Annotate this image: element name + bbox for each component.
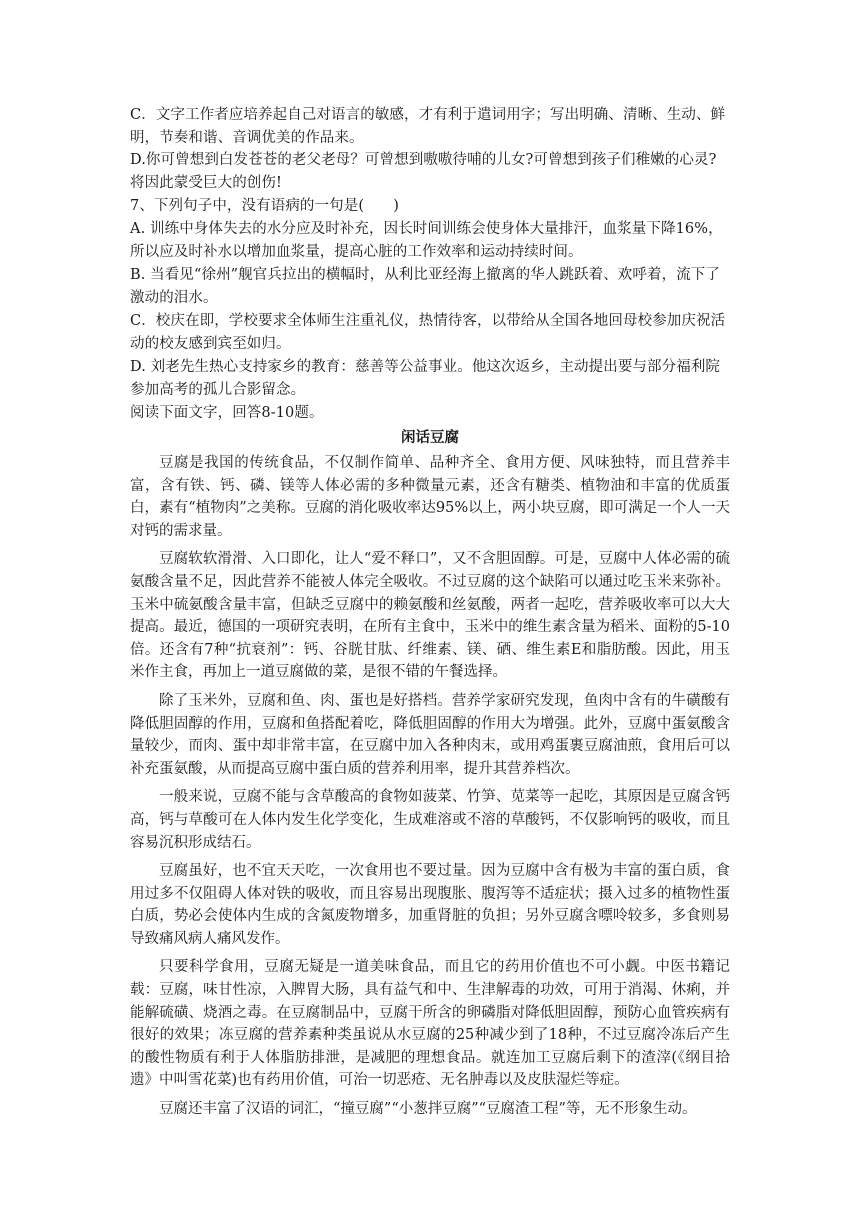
option-7a: A. 训练中身体失去的水分应及时补充，因长时间训练会使身体大量排汗，血浆量下降16%，所以应及时补水以增加血浆量，提高心脏的工作效率和运动持续时间。 (130, 221, 723, 260)
article-paragraph: 只要科学食用，豆腐无疑是一道美味食品，而且它的药用价值也不可小觑。中医书籍记载：豆腐，味甘性凉，入脾胃大肠，具有益气和中、生津解毒的功效，可用于消渴、休痢，并能解硫磺、烧酒之毒。在豆腐制品中，豆腐干所含的卵磷脂对降低胆固醇，预防心血管疾病有很好的效果；冻豆腐的营养素种类虽说从水豆腐的25种减少到了18种，不过豆腐冷冻后产生的酸性物质有利于人体脂肪排泄，是减肥的理想食品。就连加工豆腐后剩下的渣滓(《纲目拾遗》中叫雪花菜)也有药用价值，可治一切恶疮、无名肿毒以及皮肤湿烂等症。 (130, 959, 730, 1089)
article-paragraph: 除了玉米外，豆腐和鱼、肉、蛋也是好搭档。营养学家研究发现，鱼肉中含有的牛磺酸有降低胆固醇的作用，豆腐和鱼搭配着吃，降低胆固醇的作用大为增强。此外，豆腐中蛋氨酸含量较少，而肉、蛋中却非常丰富，在豆腐中加入各种肉末，或用鸡蛋裹豆腐油煎，食用后可以补充蛋氨酸，从而提高豆腐中蛋白质的营养利用率，提升其营养档次。 (130, 692, 730, 777)
reading-prompt: 阅读下面文字，回答8-10题。 (130, 405, 324, 421)
option-7c: C．校庆在即，学校要求全体师生注重礼仪，热情待客，以带给从全国各地回母校参加庆祝活动的校友感到宾至如归。 (130, 313, 726, 352)
article-paragraph: 豆腐是我国的传统食品，不仅制作简单、品种齐全、食用方便、风味独特，而且营养丰富，含有铁、钙、磷、镁等人体必需的多种微量元素，还含有糖类、植物油和丰富的优质蛋白，素有“植物肉”之美称。豆腐的消化吸收率达95%以上，两小块豆腐，即可满足一个人一天对钙的需求量。 (130, 455, 730, 539)
option-7b: B. 当看见“徐州”舰官兵拉出的横幅时，从利比亚经海上撤离的华人跳跃着、欢呼着，流下了激动的泪水。 (130, 267, 720, 306)
article-paragraph: 豆腐软软滑滑、入口即化，让人“爱不释口”，又不含胆固醇。可是，豆腐中人体必需的硫氨酸含量不足，因此营养不能被人体完全吸收。不过豆腐的这个缺陷可以通过吃玉米来弥补。玉米中硫氨酸含量丰富，但缺乏豆腐中的赖氨酸和丝氨酸，两者一起吃，营养吸收率可以大大提高。最近，德国的一项研究表明，在所有主食中，玉米中的维生素含量为稻米、面粉的5-10倍。还含有7种“抗衰剂”：钙、谷胱甘肽、纤维素、镁、硒、维生素E和脂肪酸。因此，用玉米作主食，再加上一道豆腐做的菜，是很不错的午餐选择。 (130, 551, 730, 681)
article-paragraph: 一般来说，豆腐不能与含草酸高的食物如菠菜、竹笋、苋菜等一起吃，其原因是豆腐含钙高，钙与草酸可在人体内发生化学变化，生成难溶或不溶的草酸钙，不仅影响钙的吸收，而且容易沉积形成结石。 (130, 789, 730, 851)
option-6d: D.你可曾想到白发苍苍的老父老母？可曾想到嗷嗷待哺的儿女?可曾想到孩子们稚嫩的心灵?将因此蒙受巨大的创伤! (130, 152, 717, 191)
question-7-stem: 7、下列句子中，没有语病的一句是( ) (130, 198, 400, 214)
article-paragraph: 豆腐还丰富了汉语的词汇，“撞豆腐”“小葱拌豆腐”“豆腐渣工程”等，无不形象生动。 (159, 1101, 697, 1118)
article-body (130, 452, 730, 1127)
article-paragraph: 豆腐虽好，也不宜天天吃，一次食用也不要过量。因为豆腐中含有极为丰富的蛋白质，食用过多不仅阻碍人体对铁的吸收，而且容易出现腹胀、腹泻等不适症状；摄入过多的植物性蛋白质，势必会使体内生成的含氮废物增多，加重肾脏的负担；另外豆腐含嘌呤较多，多食则易导致痛风病人痛风发作。 (130, 863, 730, 947)
option-7d: D. 刘老先生热心支持家乡的教育：慈善等公益事业。他这次返乡，主动提出要与部分福利院参加高考的孤儿合影留念。 (130, 359, 721, 398)
article-title: 闲话豆腐 (401, 430, 459, 446)
option-6c: C．文字工作者应培养起自己对语言的敏感，才有利于遣词用字；写出明确、清晰、生动、鲜明，节奏和谐、音调优美的作品来。 (130, 107, 726, 146)
